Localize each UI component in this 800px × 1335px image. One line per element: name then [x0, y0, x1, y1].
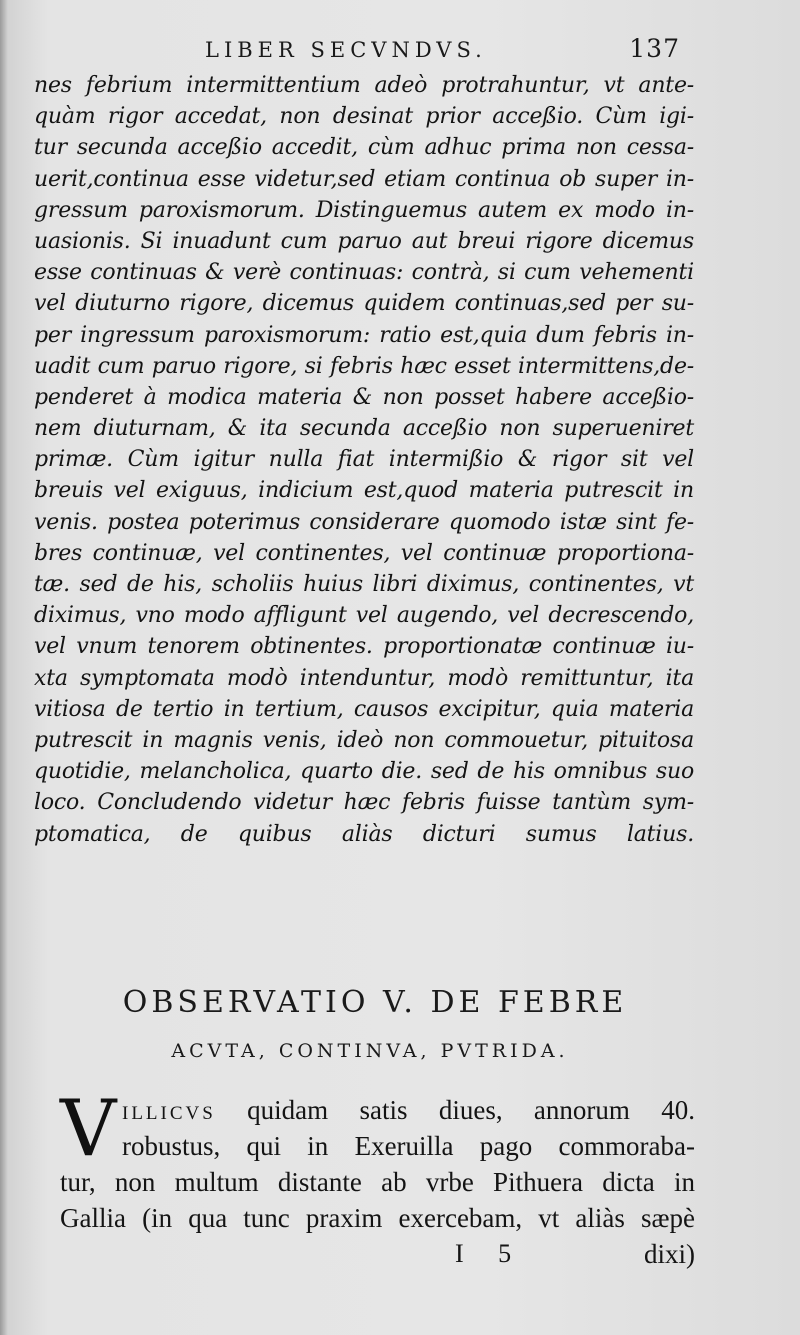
text-line: per ingressum paroxismorum: ratio est,quia dum febris in- — [34, 322, 694, 348]
text-line: primæ. Cùm igitur nulla fiat intermißio & rigor sit vel — [34, 447, 694, 473]
text-line: ptomatica, de quibus aliàs dicturi sumus latius. — [34, 821, 694, 847]
text-line: quotidie, melancholica, quarto die. sed de his omnibus suo — [34, 759, 694, 785]
text-line-rest: quidam satis diues, annorum 40. — [247, 1095, 695, 1125]
text-line: esse continuas & verè continuas: contrà, si cum vehementi — [34, 260, 694, 286]
observation-subheading: ACVTA, CONTINVA, PVTRIDA. — [171, 1040, 569, 1062]
text-line: uasionis. Si inuadunt cum paruo aut breui rigore dicemus — [34, 228, 694, 254]
text-line: tur, non multum distante ab vrbe Pithuera dicta in — [60, 1167, 695, 1197]
page-gutter-shadow — [0, 0, 8, 1335]
text-line: vel diuturno rigore, dicemus quidem continuas,sed per su- — [34, 291, 694, 317]
catchword: dixi) — [644, 1239, 695, 1269]
observation-body — [60, 1084, 695, 1332]
text-line: gressum paroxismorum. Distinguemus autem ex modo in- — [34, 197, 694, 223]
page-number: 137 — [629, 34, 680, 63]
text-line: tæ. sed de his, scholiis huius libri diximus, continentes, vt — [34, 572, 694, 597]
text-line: nem diuturnam, & ita secunda acceßio non superueniret — [34, 416, 694, 442]
text-line: nes febrium intermittentium adeò protrahuntur, vt ante- — [34, 73, 694, 98]
footer-line — [60, 1236, 695, 1272]
text-line: putrescit in magnis venis, ideò non commouetur, pituitosa — [34, 727, 694, 753]
text-line: bres continuæ, vel continentes, vel continuæ proportiona- — [34, 540, 694, 566]
text-line: vel vnum tenorem obtinentes. proportionatæ continuæ iu- — [34, 634, 694, 660]
text-line: xta symptomata modò intenduntur, modò remittuntur, ita — [34, 665, 694, 691]
running-head — [0, 34, 800, 74]
text-line: vitiosa de tertio in tertium, causos excipitur, quia materia — [34, 696, 694, 722]
italic-text-block — [34, 70, 694, 850]
text-line: uerit,continua esse videtur,sed etiam continua ob super in- — [34, 166, 694, 192]
text-line: penderet à modica materia & non posset habere acceßio- — [34, 384, 694, 410]
signature-mark: I 5 — [455, 1239, 526, 1268]
observation-heading: OBSERVATIO V. DE FEBRE — [122, 985, 628, 1020]
text-line: robustus, qui in Exeruilla pago commoraba- — [122, 1131, 695, 1161]
small-caps-word: ILLICVS — [122, 1103, 216, 1124]
text-line: venis. postea poterimus considerare quomodo istæ sint fe- — [34, 509, 694, 535]
text-line: Gallia (in qua tunc praxim exercebam, vt aliàs sæpè — [60, 1203, 695, 1233]
text-line: uadit cum paruo rigore, si febris hæc esset intermittens,de- — [34, 353, 694, 379]
text-line: breuis vel exiguus, indicium est,quod materia putrescit in — [34, 478, 694, 504]
text-line: tur secunda acceßio accedit, cùm adhuc prima non cessa- — [34, 135, 694, 161]
text-line: diximus, vno modo affligunt vel augendo, vel decrescendo, — [34, 603, 694, 629]
running-head-title: LIBER SECVNDVS. — [205, 38, 487, 62]
text-line: quàm rigor accedat, non desinat prior acceßio. Cùm igi- — [34, 104, 694, 130]
text-line: loco. Concludendo videtur hæc febris fuisse tantùm sym- — [34, 790, 694, 816]
text-line — [122, 1092, 695, 1128]
drop-cap: V — [60, 1084, 117, 1174]
